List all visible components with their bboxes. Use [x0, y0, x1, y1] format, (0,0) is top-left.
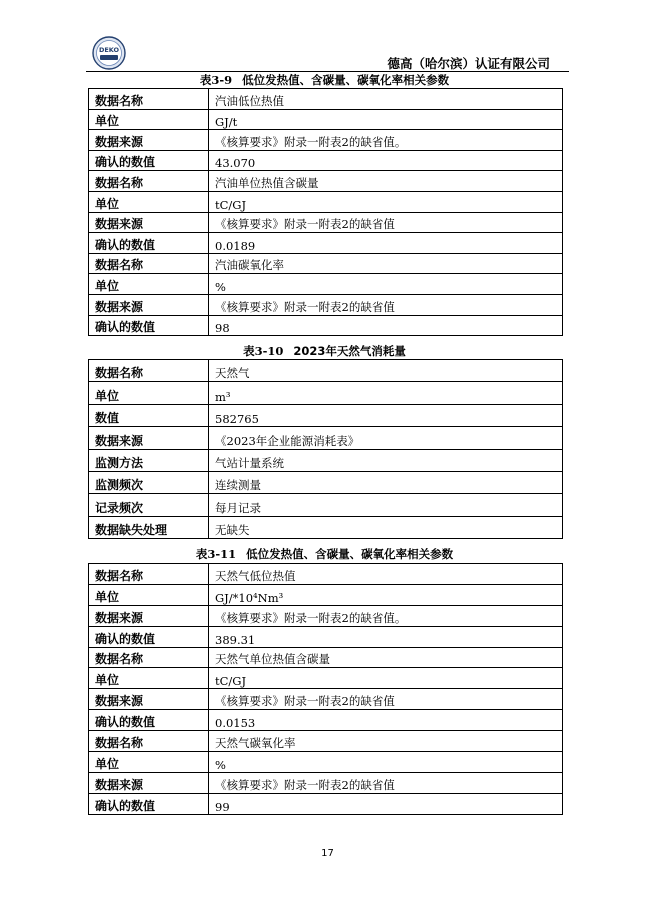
row-key: 记录频次 — [89, 494, 209, 516]
row-value: % — [209, 752, 563, 773]
row-key: 确认的数值 — [89, 150, 209, 171]
row-key: 单位 — [89, 752, 209, 773]
consumption-table — [88, 359, 563, 539]
row-key: 数据名称 — [89, 647, 209, 668]
row-value: 《核算要求》附录一附表2的缺省值。 — [209, 605, 563, 626]
row-value: tC/GJ — [209, 668, 563, 689]
row-key: 单位 — [89, 382, 209, 404]
row-key: 单位 — [89, 109, 209, 130]
table-row — [89, 584, 563, 605]
row-key: 数据来源 — [89, 130, 209, 151]
row-key: 数据名称 — [89, 564, 209, 585]
table-row — [89, 471, 563, 493]
row-key: 数据来源 — [89, 772, 209, 793]
row-value: GJ/*10⁴Nm³ — [209, 584, 563, 605]
row-key: 单位 — [89, 668, 209, 689]
row-key: 单位 — [89, 584, 209, 605]
row-key: 数据名称 — [89, 171, 209, 192]
row-value: 《核算要求》附录一附表2的缺省值。 — [209, 130, 563, 151]
table-row — [89, 516, 563, 538]
table-row — [89, 564, 563, 585]
row-key: 数据来源 — [89, 294, 209, 315]
table-row — [89, 360, 563, 382]
table-row — [89, 171, 563, 192]
table-row — [89, 793, 563, 814]
table-row — [89, 626, 563, 647]
row-key: 数据名称 — [89, 253, 209, 274]
row-key: 数据来源 — [89, 427, 209, 449]
row-value: 每月记录 — [209, 494, 563, 516]
table-row — [89, 382, 563, 404]
table-row — [89, 689, 563, 710]
row-value: 汽油单位热值含碳量 — [209, 171, 563, 192]
row-value: 气站计量系统 — [209, 449, 563, 471]
row-key: 确认的数值 — [89, 233, 209, 254]
row-value: 98 — [209, 315, 563, 336]
row-value: m³ — [209, 382, 563, 404]
row-value: % — [209, 274, 563, 295]
row-value: 582765 — [209, 404, 563, 426]
row-key: 数值 — [89, 404, 209, 426]
row-value: 《核算要求》附录一附表2的缺省值 — [209, 294, 563, 315]
page-number: 17 — [321, 848, 334, 859]
row-value: 43.070 — [209, 150, 563, 171]
table-row — [89, 494, 563, 516]
row-value: 汽油碳氧化率 — [209, 253, 563, 274]
row-value: 天然气低位热值 — [209, 564, 563, 585]
table-row — [89, 109, 563, 130]
row-value: 99 — [209, 793, 563, 814]
table-row — [89, 647, 563, 668]
row-key: 数据名称 — [89, 89, 209, 110]
svg-text:DEKO: DEKO — [98, 46, 120, 54]
row-value: 《核算要求》附录一附表2的缺省值 — [209, 212, 563, 233]
table-row — [89, 752, 563, 773]
parameter-table — [88, 88, 563, 336]
row-value: 天然气碳氧化率 — [209, 731, 563, 752]
table-row — [89, 605, 563, 626]
table-row — [89, 191, 563, 212]
table-caption: 表3-11 低位发热值、含碳量、碳氧化率相关参数 — [195, 547, 454, 561]
row-value: 《2023年企业能源消耗表》 — [209, 427, 563, 449]
parameter-table — [88, 563, 563, 815]
row-key: 数据名称 — [89, 360, 209, 382]
table-row — [89, 294, 563, 315]
table-row — [89, 668, 563, 689]
table-row — [89, 274, 563, 295]
row-key: 数据来源 — [89, 689, 209, 710]
row-value: 0.0189 — [209, 233, 563, 254]
table-row — [89, 449, 563, 471]
row-value: 连续测量 — [209, 471, 563, 493]
row-key: 确认的数值 — [89, 315, 209, 336]
table-row — [89, 233, 563, 254]
table-row — [89, 404, 563, 426]
table-row — [89, 315, 563, 336]
table-caption: 表3-10 2023年天然气消耗量 — [243, 344, 406, 358]
row-key: 单位 — [89, 191, 209, 212]
table-row — [89, 150, 563, 171]
row-key: 确认的数值 — [89, 793, 209, 814]
row-value: 天然气单位热值含碳量 — [209, 647, 563, 668]
table-row — [89, 130, 563, 151]
row-key: 数据来源 — [89, 212, 209, 233]
company-name: 德高（哈尔滨）认证有限公司 — [387, 56, 550, 71]
row-value: tC/GJ — [209, 191, 563, 212]
table-row — [89, 253, 563, 274]
row-key: 确认的数值 — [89, 710, 209, 731]
row-key: 数据缺失处理 — [89, 516, 209, 538]
row-key: 数据名称 — [89, 731, 209, 752]
row-key: 确认的数值 — [89, 626, 209, 647]
row-key: 监测方法 — [89, 449, 209, 471]
row-value: 389.31 — [209, 626, 563, 647]
table-row — [89, 710, 563, 731]
row-value: 《核算要求》附录一附表2的缺省值 — [209, 772, 563, 793]
company-logo — [92, 36, 126, 70]
row-value: 《核算要求》附录一附表2的缺省值 — [209, 689, 563, 710]
table-row — [89, 731, 563, 752]
table-row — [89, 427, 563, 449]
table-caption: 表3-9 低位发热值、含碳量、碳氧化率相关参数 — [199, 73, 450, 87]
row-value: GJ/t — [209, 109, 563, 130]
table-row — [89, 212, 563, 233]
row-value: 无缺失 — [209, 516, 563, 538]
row-value: 0.0153 — [209, 710, 563, 731]
row-value: 汽油低位热值 — [209, 89, 563, 110]
row-key: 监测频次 — [89, 471, 209, 493]
table-row — [89, 772, 563, 793]
row-key: 单位 — [89, 274, 209, 295]
row-key: 数据来源 — [89, 605, 209, 626]
table-row — [89, 89, 563, 110]
row-value: 天然气 — [209, 360, 563, 382]
